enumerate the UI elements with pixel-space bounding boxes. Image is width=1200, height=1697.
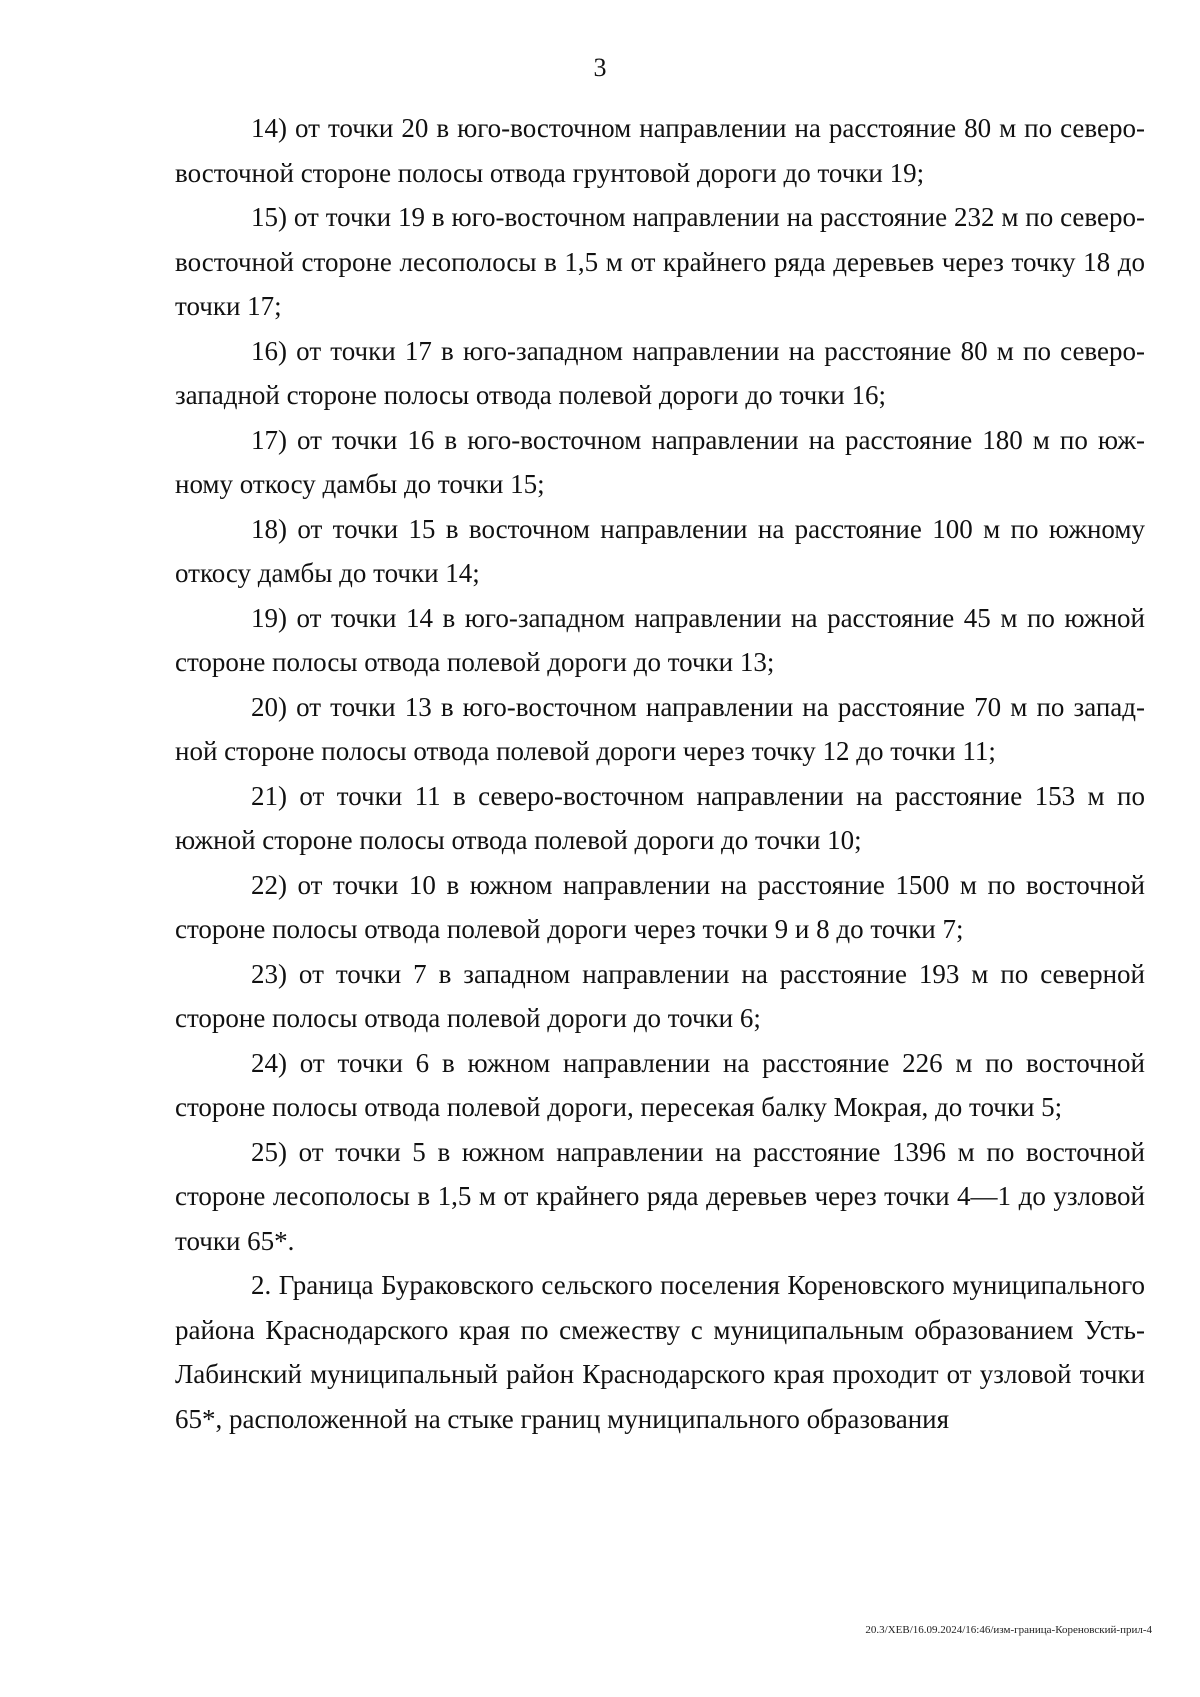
paragraph-17: 17) от точки 16 в юго-восточном направлении на расстояние 180 м по южному откосу дамбы до точки 15;	[175, 424, 1145, 499]
paragraph-25: 25) от точки 5 в южном направлении на расстояние 1396 м по восточной стороне лесополосы в 1,5 м от крайнего ряда деревьев через точки 4—1 до узловой точки 65*.	[175, 1136, 1145, 1256]
paragraph-24: 24) от точки 6 в южном направлении на расстояние 226 м по восточной стороне полосы отвода полевой дороги, пересекая балку Мокрая, до точки 5;	[175, 1047, 1145, 1122]
paragraph-18: 18) от точки 15 в восточном направлении на расстояние 100 м по южному откосу дамбы до точки 14;	[175, 513, 1145, 588]
paragraph-19: 19) от точки 14 в юго-западном направлении на расстояние 45 м по южной стороне полосы отвода полевой дороги до точки 13;	[175, 602, 1145, 677]
paragraph-20: 20) от точки 13 в юго-восточном направлении на расстояние 70 м по западной стороне полосы отвода полевой дороги через точку 12 до точки 11;	[175, 691, 1145, 766]
document-footer-reference: 20.3/ХЕВ/16.09.2024/16:46/изм-граница-Кореновский-прил-4	[865, 1624, 1152, 1636]
paragraph-14: 14) от точки 20 в юго-восточном направлении на расстояние 80 м по северо-восточной стороне полосы отвода грунтовой дороги до точки 19;	[175, 113, 1145, 188]
paragraph-15: 15) от точки 19 в юго-восточном направлении на расстояние 232 м по северо-восточной стороне лесополосы в 1,5 м от крайнего ряда деревьев через точку 18 до точки 17;	[175, 202, 1145, 321]
paragraph-21: 21) от точки 11 в северо-восточном направлении на расстояние 153 м по южной стороне полосы отвода полевой дороги до точки 10;	[175, 780, 1145, 855]
paragraph-22: 22) от точки 10 в южном направлении на расстояние 1500 м по восточной стороне полосы отвода полевой дороги через точки 9 и 8 до точки 7;	[175, 869, 1145, 944]
paragraph-23: 23) от точки 7 в западном направлении на расстояние 193 м по северной стороне полосы отвода полевой дороги до точки 6;	[175, 958, 1145, 1033]
document-body	[175, 106, 1145, 1441]
paragraph-section-2: 2. Граница Бураковского сельского поселения Кореновского муниципального района Краснодарского края по смежеству с муниципальным образованием Усть-Лабинский муниципальный район Краснодарского края проходит от узловой точки 65*, расположенной на стыке границ муниципального образования	[175, 1270, 1145, 1434]
page-number: 3	[593, 53, 607, 82]
paragraph-16: 16) от точки 17 в юго-западном направлении на расстояние 80 м по северо-западной стороне полосы отвода полевой дороги до точки 16;	[175, 335, 1145, 410]
